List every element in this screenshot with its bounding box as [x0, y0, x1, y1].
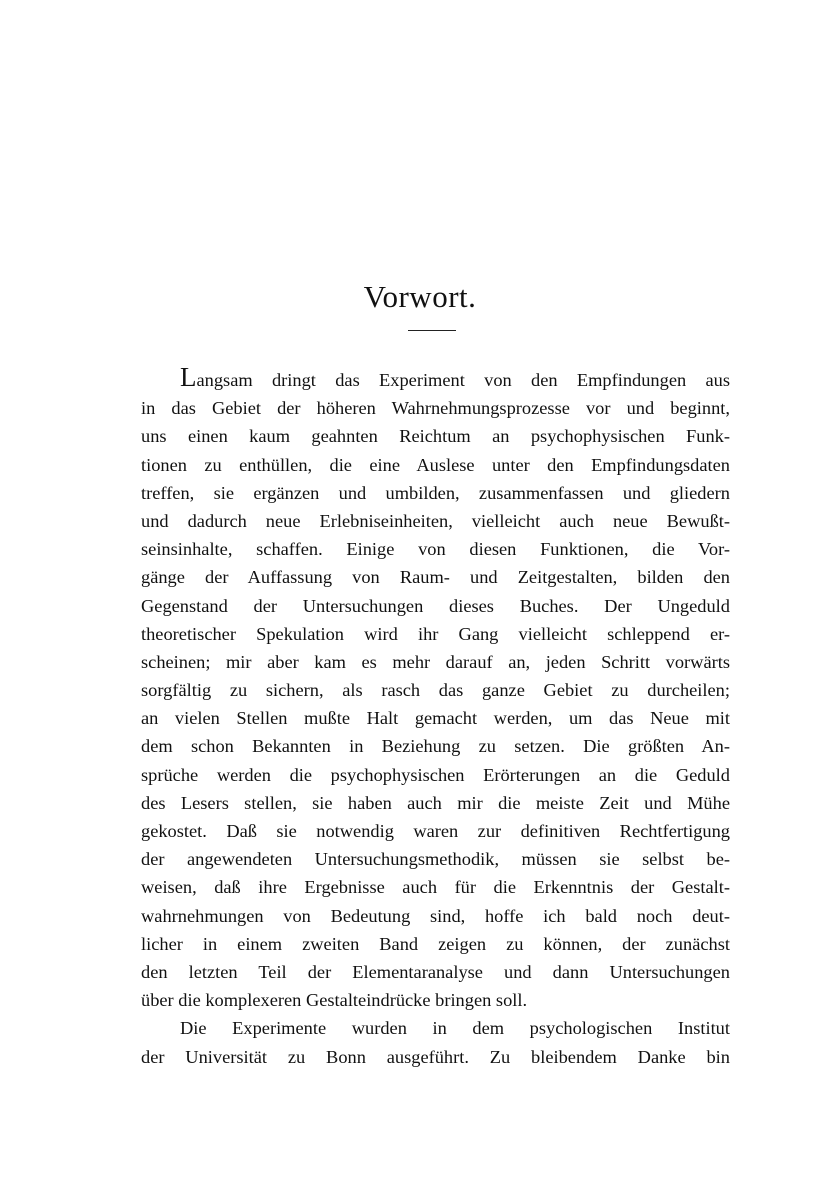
- paragraph-line: dem schon Bekannten in Beziehung zu setzen. Die größten An-: [141, 736, 730, 757]
- paragraph-line: Langsam dringt das Experiment von den Empfindungen aus: [180, 362, 730, 392]
- paragraph-line: tionen zu enthüllen, die eine Auslese unter den Empfindungsdaten: [141, 454, 730, 475]
- paragraph-line: gekostet. Daß sie notwendig waren zur definitiven Rechtfertigung: [141, 821, 730, 841]
- page-title: Vorwort.: [363, 279, 477, 314]
- paragraph-line: weisen, daß ihre Ergebnisse auch für die Erkenntnis der Gestalt-: [141, 877, 730, 898]
- paragraph-line: über die komplexeren Gestalteindrücke bringen soll.: [141, 990, 528, 1011]
- paragraph-line: uns einen kaum geahnten Reichtum an psychophysischen Funk-: [141, 426, 730, 447]
- paragraph-line: licher in einem zweiten Band zeigen zu können, der zunächst: [141, 933, 730, 954]
- paragraph-line: der angewendeten Untersuchungsmethodik, müssen sie selbst be-: [141, 849, 730, 870]
- paragraph-line: des Lesers stellen, sie haben auch mir die meiste Zeit und Mühe: [141, 792, 730, 813]
- paragraph-line: treffen, sie ergänzen und umbilden, zusammenfassen und gliedern: [141, 482, 730, 503]
- paragraph-line: der Universität zu Bonn ausgeführt. Zu bleibendem Danke bin: [141, 1046, 730, 1067]
- paragraph-line: Die Experimente wurden in dem psychologischen Institut: [180, 1018, 730, 1039]
- paragraph-line: sprüche werden die psychophysischen Erörterungen an die Geduld: [141, 764, 730, 785]
- paragraph-line: gänge der Auffassung von Raum- und Zeitgestalten, bilden den: [141, 567, 730, 588]
- drop-cap: L: [180, 362, 197, 392]
- paragraph-line: wahrnehmungen von Bedeutung sind, hoffe ich bald noch deut-: [141, 905, 730, 926]
- paragraph-line: an vielen Stellen mußte Halt gemacht werden, um das Neue mit: [141, 708, 730, 729]
- paragraph-line: scheinen; mir aber kam es mehr darauf an, jeden Schritt vorwärts: [141, 651, 730, 672]
- paragraph-line: seinsinhalte, schaffen. Einige von diesen Funktionen, die Vor-: [141, 539, 730, 560]
- paragraph-line: theoretischer Spekulation wird ihr Gang vielleicht schleppend er-: [141, 623, 730, 644]
- paragraph-line: den letzten Teil der Elementaranalyse und dann Untersuchungen: [141, 961, 730, 982]
- title-divider: [408, 330, 456, 331]
- paragraph-line: in das Gebiet der höheren Wahrnehmungsprozesse vor und beginnt,: [141, 398, 730, 419]
- paragraph-line: sorgfältig zu sichern, als rasch das ganze Gebiet zu durcheilen;: [141, 680, 730, 701]
- paragraph-line: und dadurch neue Erlebniseinheiten, vielleicht auch neue Bewußt-: [141, 510, 730, 531]
- paragraph-line: Gegenstand der Untersuchungen dieses Buches. Der Ungeduld: [141, 595, 730, 616]
- preface-text: [141, 362, 730, 1071]
